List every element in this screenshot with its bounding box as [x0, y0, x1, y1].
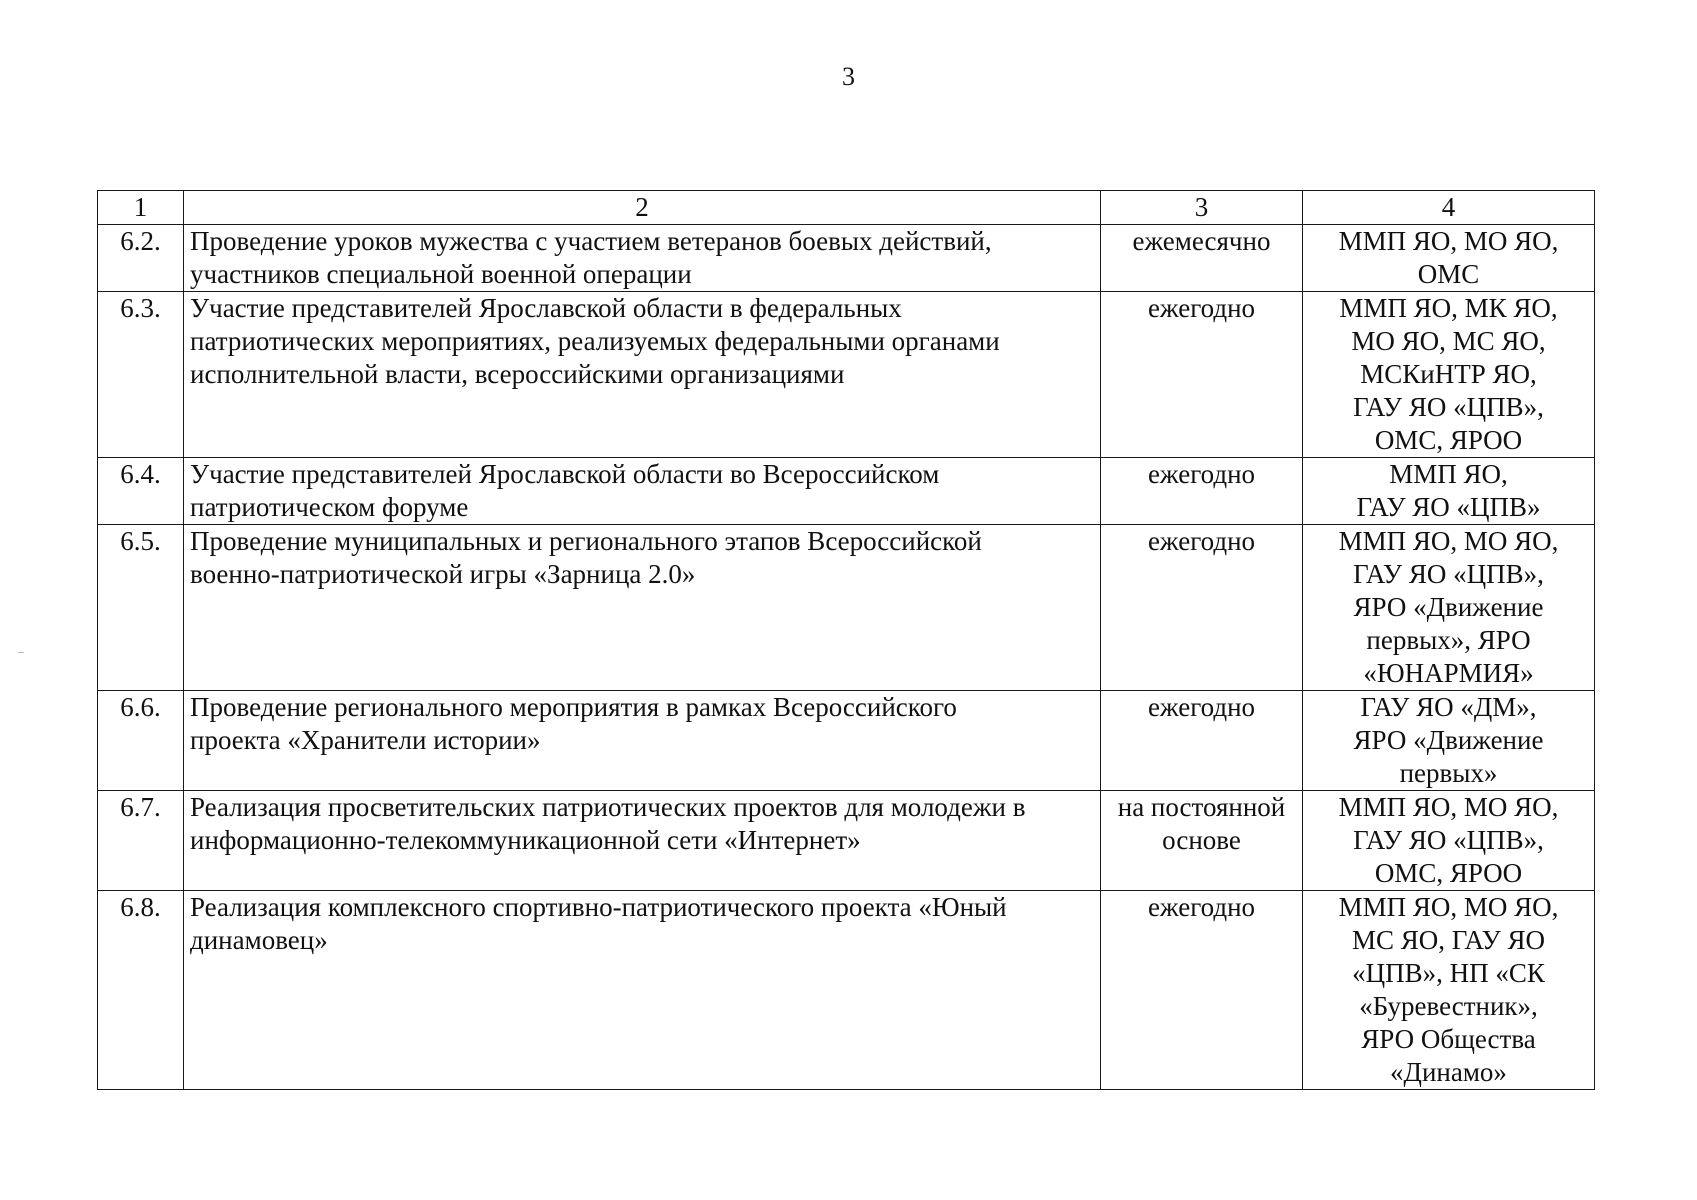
- table-row: [98, 225, 1595, 292]
- event-name-line: Реализация просветительских патриотических проектов для молодежи в: [190, 792, 1026, 822]
- event-name-line: Проведение уроков мужества с участием ветеранов боевых действий,: [190, 226, 992, 256]
- table-header-row: [98, 191, 1595, 225]
- table-row: [98, 292, 1595, 458]
- responsible-line: ММП ЯО, МО ЯО,: [1338, 892, 1559, 922]
- responsible-line: первых»: [1399, 758, 1498, 788]
- responsible-cell: [1303, 225, 1595, 292]
- event-name-line: патриотическом форуме: [190, 492, 469, 522]
- table-row: [98, 891, 1595, 1090]
- term-line: ежегодно: [1147, 892, 1256, 922]
- column-header-number: 1: [98, 191, 184, 225]
- event-name-cell: [184, 225, 1101, 292]
- event-name-line: патриотических мероприятиях, реализуемых федеральными органами: [190, 326, 1000, 356]
- term-cell: [1101, 891, 1303, 1090]
- term-cell: [1101, 691, 1303, 791]
- row-number: 6.8.: [98, 891, 184, 1090]
- event-name-line: информационно-телекоммуникационной сети «Интернет»: [190, 825, 861, 855]
- responsible-line: ГАУ ЯО «ЦПВ»,: [1353, 559, 1544, 589]
- responsible-line: ЯРО Общества: [1361, 1024, 1536, 1054]
- responsible-line: «ЦПВ», НП «СК: [1352, 958, 1545, 988]
- table-row: [98, 458, 1595, 525]
- term-line: на постоянной: [1117, 792, 1286, 822]
- responsible-line: ГАУ ЯО «ЦПВ»,: [1353, 392, 1544, 422]
- term-line: ежегодно: [1147, 526, 1256, 556]
- term-cell: [1101, 458, 1303, 525]
- event-name-cell: [184, 525, 1101, 691]
- column-header-responsible: 4: [1303, 191, 1595, 225]
- row-number: 6.6.: [98, 691, 184, 791]
- responsible-cell: [1303, 458, 1595, 525]
- responsible-line: ГАУ ЯО «ЦПВ»,: [1353, 825, 1544, 855]
- responsible-line: «ЮНАРМИЯ»: [1363, 658, 1534, 688]
- row-number: 6.5.: [98, 525, 184, 691]
- term-cell: [1101, 292, 1303, 458]
- responsible-line: ММП ЯО, МО ЯО,: [1338, 792, 1559, 822]
- term-line: ежемесячно: [1132, 226, 1271, 256]
- table-row: [98, 525, 1595, 691]
- term-line: ежегодно: [1147, 459, 1256, 489]
- term-line: ежегодно: [1147, 692, 1256, 722]
- responsible-line: ММП ЯО, МО ЯО,: [1338, 226, 1559, 256]
- event-name-line: участников специальной военной операции: [190, 259, 692, 289]
- responsible-line: ММП ЯО,: [1389, 459, 1508, 489]
- responsible-line: «Динамо»: [1390, 1057, 1507, 1087]
- table-row: [98, 791, 1595, 891]
- term-line: основе: [1162, 825, 1241, 855]
- event-name-line: динамовец»: [190, 925, 328, 955]
- row-number: 6.4.: [98, 458, 184, 525]
- event-name-line: военно-патриотической игры «Зарница 2.0»: [190, 559, 696, 589]
- term-cell: [1101, 791, 1303, 891]
- responsible-line: ЯРО «Движение: [1353, 725, 1544, 755]
- term-line: ежегодно: [1147, 293, 1256, 323]
- term-cell: [1101, 225, 1303, 292]
- row-number: 6.2.: [98, 225, 184, 292]
- responsible-cell: [1303, 691, 1595, 791]
- page-number: 3: [842, 62, 855, 91]
- responsible-line: ОМС, ЯРОО: [1374, 425, 1523, 455]
- responsible-cell: [1303, 292, 1595, 458]
- responsible-line: МО ЯО, МС ЯО,: [1351, 326, 1546, 356]
- responsible-line: ОМС, ЯРОО: [1374, 858, 1523, 888]
- event-name-line: Участие представителей Ярославской области во Всероссийском: [190, 459, 940, 489]
- column-header-term: 3: [1101, 191, 1303, 225]
- responsible-line: «Буревестник»,: [1359, 991, 1538, 1021]
- responsible-line: ГАУ ЯО «ЦПВ»: [1356, 492, 1541, 522]
- event-name-cell: [184, 458, 1101, 525]
- margin-mark: [18, 652, 24, 653]
- event-name-line: Участие представителей Ярославской области в федеральных: [190, 293, 902, 323]
- event-name-line: Проведение регионального мероприятия в рамках Всероссийского: [190, 692, 957, 722]
- responsible-cell: [1303, 891, 1595, 1090]
- event-name-line: исполнительной власти, всероссийскими организациями: [190, 359, 845, 389]
- plan-table: [97, 190, 1595, 1090]
- responsible-line: ЯРО «Движение: [1353, 592, 1544, 622]
- event-name-cell: [184, 691, 1101, 791]
- responsible-line: МС ЯО, ГАУ ЯО: [1352, 925, 1545, 955]
- row-number: 6.3.: [98, 292, 184, 458]
- responsible-line: первых», ЯРО: [1366, 625, 1531, 655]
- event-name-line: Проведение муниципальных и регионального этапов Всероссийской: [190, 526, 982, 556]
- responsible-cell: [1303, 791, 1595, 891]
- responsible-line: ГАУ ЯО «ДМ»,: [1360, 692, 1537, 722]
- responsible-line: ОМС: [1417, 259, 1480, 289]
- column-header-event: 2: [184, 191, 1101, 225]
- row-number: 6.7.: [98, 791, 184, 891]
- responsible-line: ММП ЯО, МО ЯО,: [1338, 526, 1559, 556]
- event-name-cell: [184, 292, 1101, 458]
- table-row: [98, 691, 1595, 791]
- term-cell: [1101, 525, 1303, 691]
- responsible-line: ММП ЯО, МК ЯО,: [1339, 293, 1558, 323]
- event-name-line: Реализация комплексного спортивно-патриотического проекта «Юный: [190, 892, 1007, 922]
- event-name-cell: [184, 791, 1101, 891]
- event-name-cell: [184, 891, 1101, 1090]
- responsible-line: МСКиНТР ЯО,: [1360, 359, 1537, 389]
- plan-table-container: [97, 190, 1594, 1090]
- responsible-cell: [1303, 525, 1595, 691]
- event-name-line: проекта «Хранители истории»: [190, 725, 541, 755]
